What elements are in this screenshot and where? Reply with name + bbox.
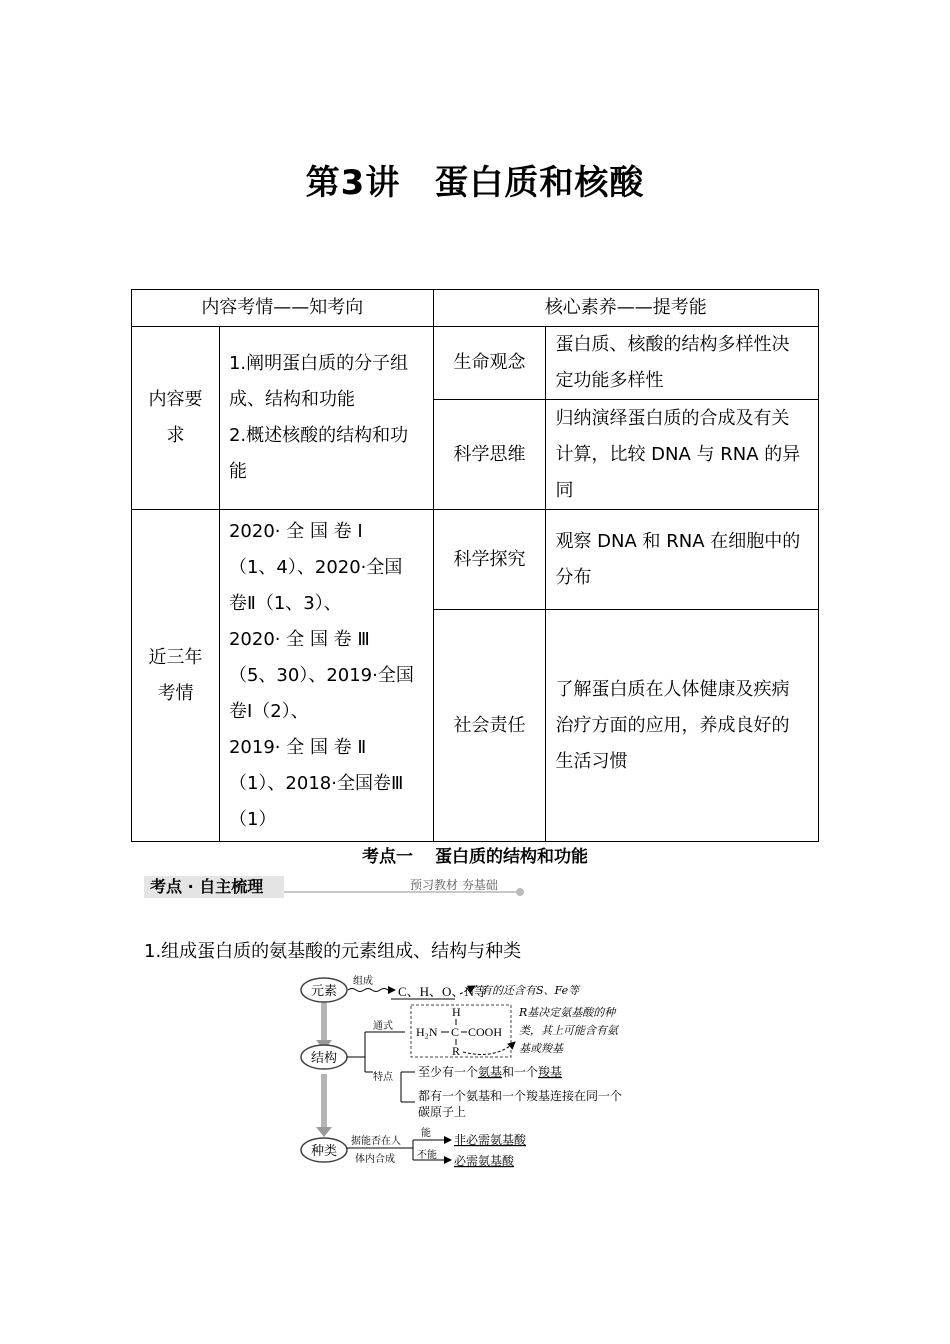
flow-arrow-icon — [321, 1002, 327, 1042]
literacy-desc — [546, 610, 819, 842]
formula-r: R — [452, 1044, 461, 1058]
feature2-line: 都有一个氨基和一个羧基连接在同一个 — [418, 1089, 623, 1103]
exam-line: （1）、2018·全国卷Ⅲ — [228, 772, 404, 794]
req-line: 2.概述核酸的结构和功 — [228, 425, 409, 446]
criterion-line: 据能否在人 — [351, 1136, 401, 1147]
node-types-label: 种类 — [310, 1144, 338, 1159]
elements-note: 有的还含有S、Fe等 — [481, 984, 580, 997]
band-right-label: 预习教材 夯基础 — [410, 878, 498, 892]
literacy-desc — [546, 327, 819, 400]
label-cannot: 不能 — [417, 1150, 437, 1161]
feature1-b: 羧基 — [538, 1065, 563, 1079]
subheading: 1.组成蛋白质的氨基酸的元素组成、结构与种类 — [144, 941, 522, 962]
formula-left: H₂N — [416, 1025, 438, 1039]
exam-line: （1） — [228, 808, 277, 830]
exam-line: 卷Ⅰ（2）、 — [228, 700, 309, 722]
lecture-topic: 蛋白质和核酸 — [434, 163, 645, 203]
node-structure-label: 结构 — [310, 1051, 338, 1066]
literacy-desc — [546, 510, 819, 610]
overview-table — [131, 289, 819, 842]
formula-c: C — [451, 1025, 460, 1039]
literacy-name: 科学探究 — [433, 510, 546, 610]
exam-line: 2019· 全 国 卷 Ⅱ — [228, 736, 367, 758]
r-note-line: 基或羧基 — [519, 1042, 563, 1055]
page-title — [0, 155, 950, 204]
node-elements-label: 元素 — [310, 984, 338, 999]
desc-line: 治疗方面的应用，养成良好的 — [555, 714, 790, 736]
wavy-arrow — [348, 989, 388, 992]
feature1-mid: 和一个 — [502, 1065, 539, 1079]
formula-h: H — [452, 1005, 461, 1019]
desc-line: 生活习惯 — [555, 750, 628, 772]
flow-arrow-head-icon — [316, 1127, 332, 1137]
req-line: 能 — [228, 461, 247, 482]
desc-line: 定功能多样性 — [555, 370, 664, 391]
exam-line: （5、30）、2019·全国 — [228, 664, 414, 686]
features-bracket — [401, 1072, 415, 1102]
desc-line: 同 — [555, 479, 574, 501]
exam-line: 2020· 全 国 卷 Ⅲ — [228, 628, 370, 650]
formula-right: COOH — [468, 1025, 503, 1039]
feature1 — [418, 1064, 562, 1079]
literacy-desc — [546, 400, 819, 510]
type-essential: 必需氨基酸 — [454, 1154, 515, 1168]
structure-bracket — [347, 1032, 405, 1072]
r-note-line: 类，其上可能含有氨 — [519, 1024, 618, 1037]
header-content-exam: 内容考情——知考向 — [132, 290, 434, 327]
flow-arrow-icon — [321, 1074, 327, 1129]
row1-label: 内容要求 — [148, 389, 203, 446]
literacy-name: 科学思维 — [433, 400, 546, 510]
literacy-name: 生命观念 — [433, 327, 546, 400]
req-line: 1.阐明蛋白质的分子组 — [228, 353, 409, 374]
exam-line: 卷Ⅱ（1、3）、 — [228, 592, 342, 614]
section-band — [144, 876, 524, 898]
exam-line: 2020· 全 国 卷 Ⅰ — [228, 520, 363, 542]
exam-line: （1、4）、2020·全国 — [228, 556, 403, 578]
criterion-line: 体内合成 — [355, 1154, 395, 1165]
desc-line: 观察 DNA 和 RNA 在细胞中的 — [555, 530, 801, 552]
feature2-line: 碳原子上 — [418, 1105, 467, 1119]
header-core-literacy: 核心素养——提考能 — [433, 290, 818, 327]
feature1-a: 氨基 — [478, 1065, 503, 1079]
dashed-arrow — [463, 1042, 515, 1054]
desc-line: 计算，比较 DNA 与 RNA 的异 — [555, 443, 801, 465]
r-note-line: R基决定氨基酸的种 — [519, 1006, 616, 1019]
section-label: 考点一 — [362, 847, 413, 867]
req-line: 成、结构和功能 — [228, 389, 355, 410]
desc-line: 归纳演绎蛋白质的合成及有关 — [555, 407, 790, 429]
row-label-recent-exams — [132, 510, 220, 842]
section-name: 蛋白质的结构和功能 — [435, 847, 588, 867]
band-left-label: 考点 · 自主梳理 — [144, 876, 284, 898]
label-composition: 组成 — [353, 976, 373, 987]
lecture-number: 第3讲 — [305, 163, 401, 203]
desc-line: 分布 — [555, 566, 592, 588]
amino-acid-diagram — [295, 972, 665, 1177]
recent-exams-content — [219, 510, 433, 842]
band-dot-icon — [516, 888, 524, 896]
elements-text: C、H、O、N等 — [398, 984, 487, 999]
desc-line: 了解蛋白质在人体健康及疾病 — [555, 678, 790, 700]
label-features: 特点 — [373, 1072, 393, 1083]
section-heading — [0, 842, 950, 867]
type-nonessential: 非必需氨基酸 — [454, 1133, 527, 1147]
label-general: 通式 — [373, 1021, 393, 1032]
desc-line: 蛋白质、核酸的结构多样性决 — [555, 334, 790, 355]
requirements-content — [219, 327, 433, 510]
label-can: 能 — [421, 1128, 431, 1139]
feature1-pre: 至少有一个 — [418, 1065, 479, 1079]
literacy-name: 社会责任 — [433, 610, 546, 842]
row2-label: 近三年考情 — [148, 646, 203, 704]
row-label-requirements — [132, 327, 220, 510]
